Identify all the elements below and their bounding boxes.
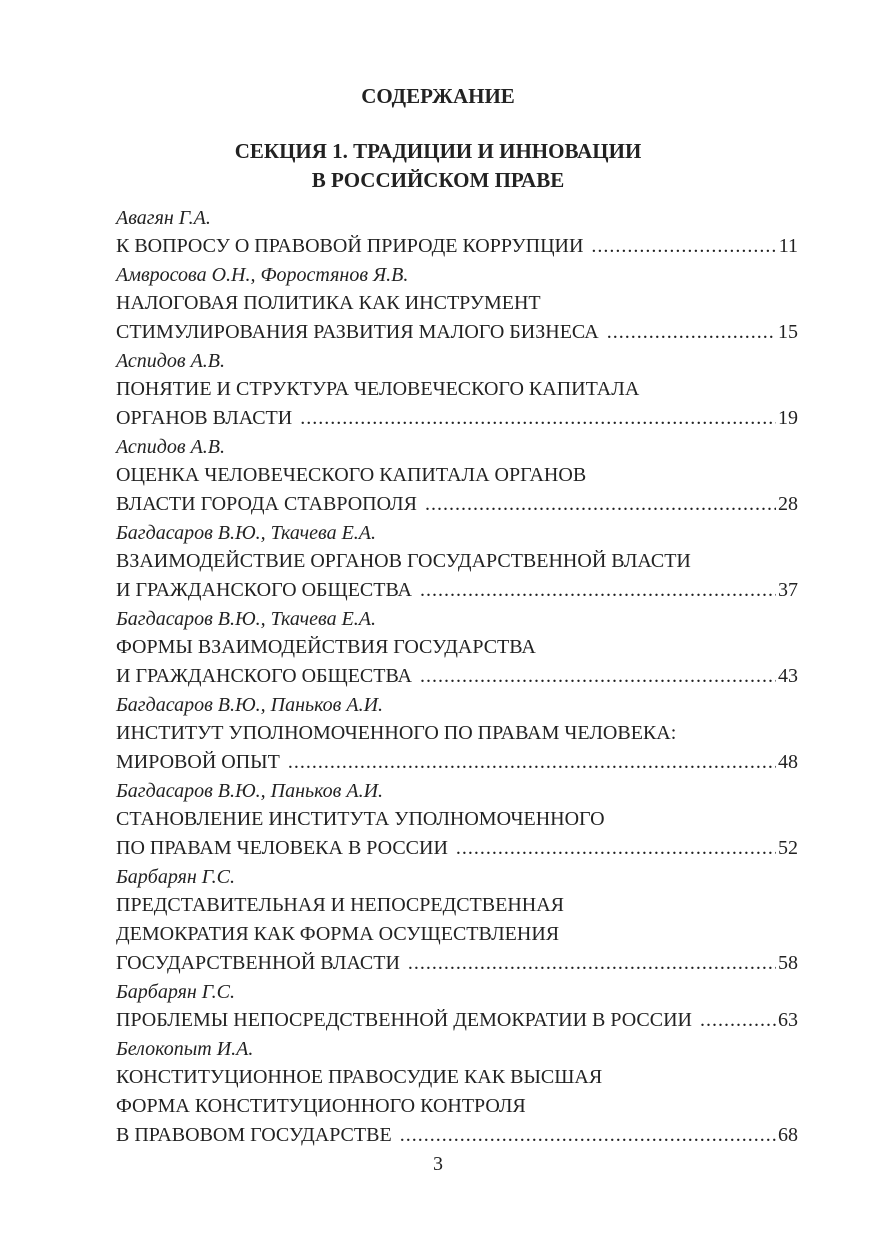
toc-entry-author: Амвросова О.Н., Форостянов Я.В.	[116, 264, 409, 286]
table-of-contents	[116, 204, 798, 1150]
toc-entry	[116, 777, 798, 863]
toc-entry	[116, 605, 798, 691]
toc-entry-title-line: СТАНОВЛЕНИЕ ИНСТИТУТА УПОЛНОМОЧЕННОГО	[116, 808, 605, 830]
toc-entry-title-line: ВЗАИМОДЕЙСТВИЕ ОРГАНОВ ГОСУДАРСТВЕННОЙ ВЛАСТИ	[116, 550, 691, 572]
toc-entry	[116, 347, 798, 433]
toc-entry-title-text: ОРГАНОВ ВЛАСТИ	[116, 407, 293, 429]
toc-entry	[116, 978, 798, 1035]
toc-entry-title-line: ДЕМОКРАТИЯ КАК ФОРМА ОСУЩЕСТВЛЕНИЯ	[116, 923, 560, 945]
toc-entry-title-line: ФОРМЫ ВЗАИМОДЕЙСТВИЯ ГОСУДАРСТВА	[116, 636, 536, 658]
toc-entry-author: Авагян Г.А.	[116, 207, 211, 229]
toc-entry-title-text: ПО ПРАВАМ ЧЕЛОВЕКА В РОССИИ	[116, 837, 448, 859]
dot-leader	[420, 576, 776, 605]
toc-entry-page-number: 15	[778, 321, 798, 343]
toc-entry	[116, 204, 798, 261]
toc-entry-title-line	[116, 404, 798, 433]
section-title-line-1: СЕКЦИЯ 1. ТРАДИЦИИ И ИННОВАЦИИ	[234, 139, 642, 163]
dot-leader	[425, 490, 776, 519]
dot-leader	[456, 834, 776, 863]
dot-leader	[400, 1121, 776, 1150]
toc-entry-page-number: 43	[778, 665, 798, 687]
toc-entry	[116, 1035, 798, 1150]
toc-entry-page-number: 48	[778, 751, 798, 773]
dot-leader	[300, 404, 776, 433]
toc-entry-title-line	[116, 1006, 798, 1035]
toc-entry-title-text: И ГРАЖДАНСКОГО ОБЩЕСТВА	[116, 665, 412, 687]
toc-entry-title-line: НАЛОГОВАЯ ПОЛИТИКА КАК ИНСТРУМЕНТ	[116, 292, 541, 314]
toc-entry-author: Барбарян Г.С.	[116, 866, 236, 888]
toc-entry-page-number: 52	[778, 837, 798, 859]
dot-leader	[700, 1006, 776, 1035]
dot-leader	[408, 949, 776, 978]
toc-entry-title-line	[116, 576, 798, 605]
dot-leader	[420, 662, 776, 691]
page-number: 3	[433, 1153, 443, 1175]
toc-entry-title-line: КОНСТИТУЦИОННОЕ ПРАВОСУДИЕ КАК ВЫСШАЯ	[116, 1066, 603, 1088]
toc-entry-page-number: 37	[778, 579, 798, 601]
toc-entry-title-line: ПРЕДСТАВИТЕЛЬНАЯ И НЕПОСРЕДСТВЕННАЯ	[116, 894, 564, 916]
toc-entry-author: Барбарян Г.С.	[116, 981, 236, 1003]
toc-entry-author: Белокопыт И.А.	[116, 1038, 254, 1060]
toc-entry-title-line: ОЦЕНКА ЧЕЛОВЕЧЕСКОГО КАПИТАЛА ОРГАНОВ	[116, 464, 587, 486]
toc-entry-title-text: К ВОПРОСУ О ПРАВОВОЙ ПРИРОДЕ КОРРУПЦИИ	[116, 235, 584, 257]
toc-entry	[116, 519, 798, 605]
toc-entry-author: Багдасаров В.Ю., Паньков А.И.	[116, 694, 384, 716]
section-title-line-2: В РОССИЙСКОМ ПРАВЕ	[311, 168, 565, 192]
toc-entry	[116, 691, 798, 777]
dot-leader	[288, 748, 776, 777]
dot-leader	[607, 318, 776, 347]
toc-entry-title-line	[116, 318, 798, 347]
toc-entry-title-line	[116, 834, 798, 863]
toc-entry-title-line	[116, 662, 798, 691]
toc-entry-page-number: 63	[778, 1009, 798, 1031]
toc-entry-author: Багдасаров В.Ю., Ткачева Е.А.	[116, 608, 377, 630]
toc-entry-title-line	[116, 949, 798, 978]
dot-leader	[591, 232, 776, 261]
toc-entry-author: Багдасаров В.Ю., Паньков А.И.	[116, 780, 384, 802]
toc-entry-title-line	[116, 748, 798, 777]
toc-entry-page-number: 19	[778, 407, 798, 429]
toc-entry-page-number: 58	[778, 952, 798, 974]
toc-entry-title-line	[116, 1121, 798, 1150]
toc-entry-author: Багдасаров В.Ю., Ткачева Е.А.	[116, 522, 377, 544]
toc-entry-title-line	[116, 490, 798, 519]
toc-entry-title-text: МИРОВОЙ ОПЫТ	[116, 751, 280, 773]
toc-entry-page-number: 28	[778, 493, 798, 515]
toc-entry-title-text: ВЛАСТИ ГОРОДА СТАВРОПОЛЯ	[116, 493, 417, 515]
toc-entry-author: Аспидов А.В.	[116, 350, 226, 372]
toc-entry-title-text: СТИМУЛИРОВАНИЯ РАЗВИТИЯ МАЛОГО БИЗНЕСА	[116, 321, 599, 343]
toc-entry-title-text: И ГРАЖДАНСКОГО ОБЩЕСТВА	[116, 579, 412, 601]
toc-entry-title-text: ГОСУДАРСТВЕННОЙ ВЛАСТИ	[116, 952, 400, 974]
toc-entry	[116, 433, 798, 519]
toc-entry-title-line: ФОРМА КОНСТИТУЦИОННОГО КОНТРОЛЯ	[116, 1095, 526, 1117]
toc-heading: СОДЕРЖАНИЕ	[361, 84, 515, 108]
toc-entry-page-number: 11	[778, 235, 798, 257]
toc-entry-title-line: ИНСТИТУТ УПОЛНОМОЧЕННОГО ПО ПРАВАМ ЧЕЛОВЕКА:	[116, 722, 677, 744]
toc-entry-title-text: ПРОБЛЕМЫ НЕПОСРЕДСТВЕННОЙ ДЕМОКРАТИИ В РОССИИ	[116, 1009, 692, 1031]
toc-entry-page-number: 68	[778, 1124, 798, 1146]
toc-entry-author: Аспидов А.В.	[116, 436, 226, 458]
toc-entry	[116, 863, 798, 978]
toc-entry-title-line	[116, 232, 798, 261]
toc-entry-title-text: В ПРАВОВОМ ГОСУДАРСТВЕ	[116, 1124, 392, 1146]
toc-entry	[116, 261, 798, 347]
toc-entry-title-line: ПОНЯТИЕ И СТРУКТУРА ЧЕЛОВЕЧЕСКОГО КАПИТАЛА	[116, 378, 640, 400]
